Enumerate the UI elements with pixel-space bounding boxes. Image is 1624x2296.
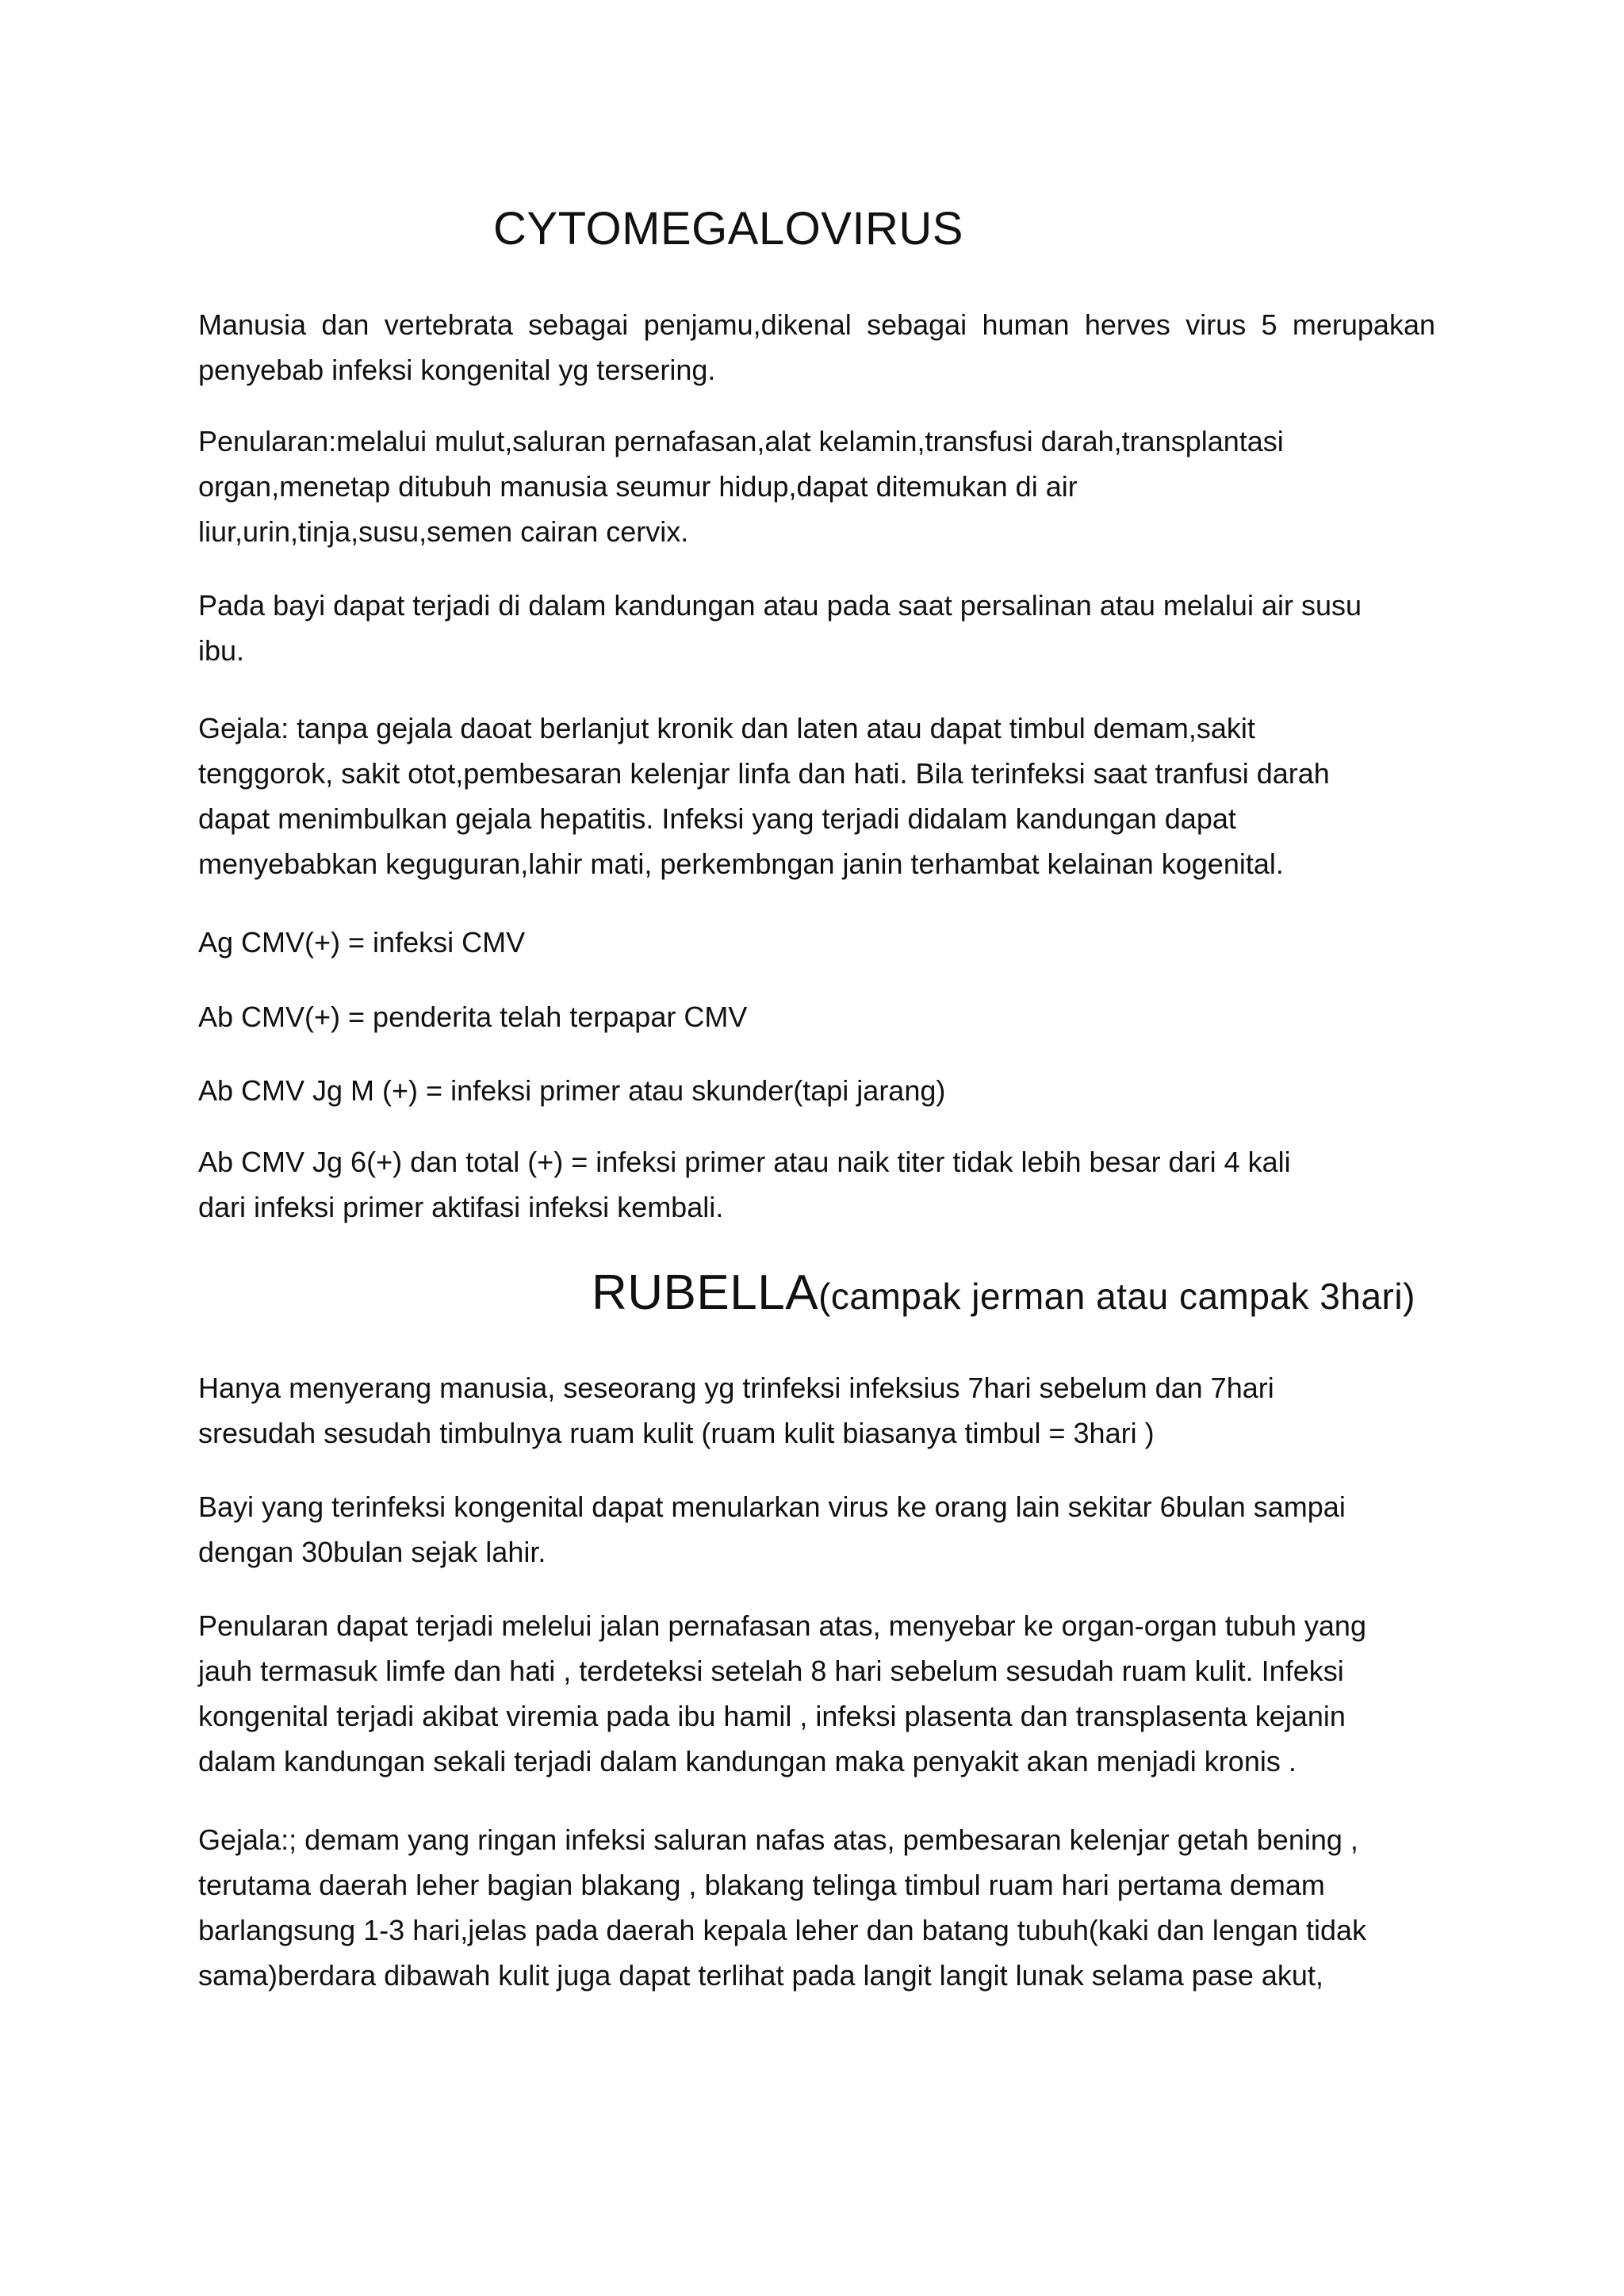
text-line: Ab CMV Jg 6(+) dan total (+) = infeksi primer atau naik titer tidak lebih besar dari 4 kali (198, 1146, 1291, 1178)
text-line: Hanya menyerang manusia, seseorang yg trinfeksi infeksius 7hari sebelum dan 7hari (198, 1372, 1274, 1404)
text-line: Gejala:; demam yang ringan infeksi saluran nafas atas, pembesaran kelenjar getah bening , (198, 1823, 1358, 1856)
text-line: Ag CMV(+) = infeksi CMV (198, 926, 526, 959)
text-line: tenggorok, sakit otot,pembesaran kelenjar linfa dan hati. Bila terinfeksi saat tranfusi darah (198, 757, 1330, 790)
text-line: sama)berdara dibawah kulit juga dapat terlihat pada langit langit lunak selama pase akut, (198, 1959, 1323, 1992)
text-line: ibu. (198, 634, 245, 667)
cmv-test-ab-igg (198, 1139, 1435, 1230)
cmv-test-ag (198, 920, 1435, 965)
text-line: jauh termasuk limfe dan hati , terdeteksi setelah 8 hari sebelum sesudah ruam kulit. Infeksi (198, 1655, 1344, 1687)
rubella-paragraph-intro (198, 1365, 1435, 1456)
text-line: dapat menimbulkan gejala hepatitis. Infeksi yang terjadi didalam kandungan dapat (198, 802, 1236, 835)
cmv-paragraph-symptoms (198, 706, 1435, 886)
section-title-cytomegalovirus: CYTOMEGALOVIRUS (493, 203, 963, 254)
cmv-paragraph-infant (198, 583, 1435, 673)
text-line: Manusia dan vertebrata sebagai penjamu,dikenal sebagai human herves virus 5 merupakan (198, 308, 1435, 341)
rubella-paragraph-transmission (198, 1603, 1435, 1784)
text-line: Pada bayi dapat terjadi di dalam kandungan atau pada saat persalinan atau melalui air susu (198, 589, 1362, 622)
text-line: Penularan:melalui mulut,saluran pernafasan,alat kelamin,transfusi darah,transplantasi (198, 425, 1284, 457)
text-line: dengan 30bulan sejak lahir. (198, 1536, 546, 1568)
text-line: kongenital terjadi akibat viremia pada ibu hamil , infeksi plasenta dan transplasenta kejanin (198, 1700, 1346, 1732)
rubella-paragraph-infant (198, 1484, 1435, 1575)
rubella-title-subtitle: (campak jerman atau campak 3hari) (818, 1276, 1415, 1317)
text-line: menyebabkan keguguran,lahir mati, perkembngan janin terhambat kelainan kogenital. (198, 848, 1284, 880)
text-line: liur,urin,tinja,susu,semen cairan cervix. (198, 515, 689, 548)
text-line: Ab CMV(+) = penderita telah terpapar CMV (198, 1001, 748, 1033)
text-line: Penularan dapat terjadi melelui jalan pernafasan atas, menyebar ke organ-organ tubuh yang (198, 1609, 1366, 1642)
rubella-paragraph-symptoms (198, 1817, 1435, 1998)
text-line: dari infeksi primer aktifasi infeksi kembali. (198, 1191, 724, 1223)
text-line: barlangsung 1-3 hari,jelas pada daerah kepala leher dan batang tubuh(kaki dan lengan tidak (198, 1914, 1367, 1946)
text-line: Gejala: tanpa gejala daoat berlanjut kronik dan laten atau dapat timbul demam,sakit (198, 712, 1255, 744)
rubella-title-main: RUBELLA (592, 1265, 819, 1320)
text-line: dalam kandungan sekali terjadi dalam kandungan maka penyakit akan menjadi kronis . (198, 1745, 1297, 1777)
cmv-paragraph-transmission (198, 419, 1435, 554)
text-line: sresudah sesudah timbulnya ruam kulit (ruam kulit biasanya timbul = 3hari ) (198, 1417, 1155, 1449)
cmv-test-ab (198, 994, 1435, 1039)
cmv-test-ab-igm (198, 1068, 1435, 1113)
text-line: penyebab infeksi kongenital yg tersering. (198, 354, 716, 386)
text-line: Bayi yang terinfeksi kongenital dapat menularkan virus ke orang lain sekitar 6bulan sampai (198, 1490, 1346, 1523)
cmv-paragraph-intro (198, 302, 1435, 392)
text-line: organ,menetap ditubuh manusia seumur hidup,dapat ditemukan di air (198, 470, 1078, 503)
text-line: Ab CMV Jg M (+) = infeksi primer atau skunder(tapi jarang) (198, 1074, 946, 1107)
section-title-rubella (592, 1265, 1415, 1321)
text-line: terutama daerah leher bagian blakang , blakang telinga timbul ruam hari pertama demam (198, 1869, 1325, 1901)
